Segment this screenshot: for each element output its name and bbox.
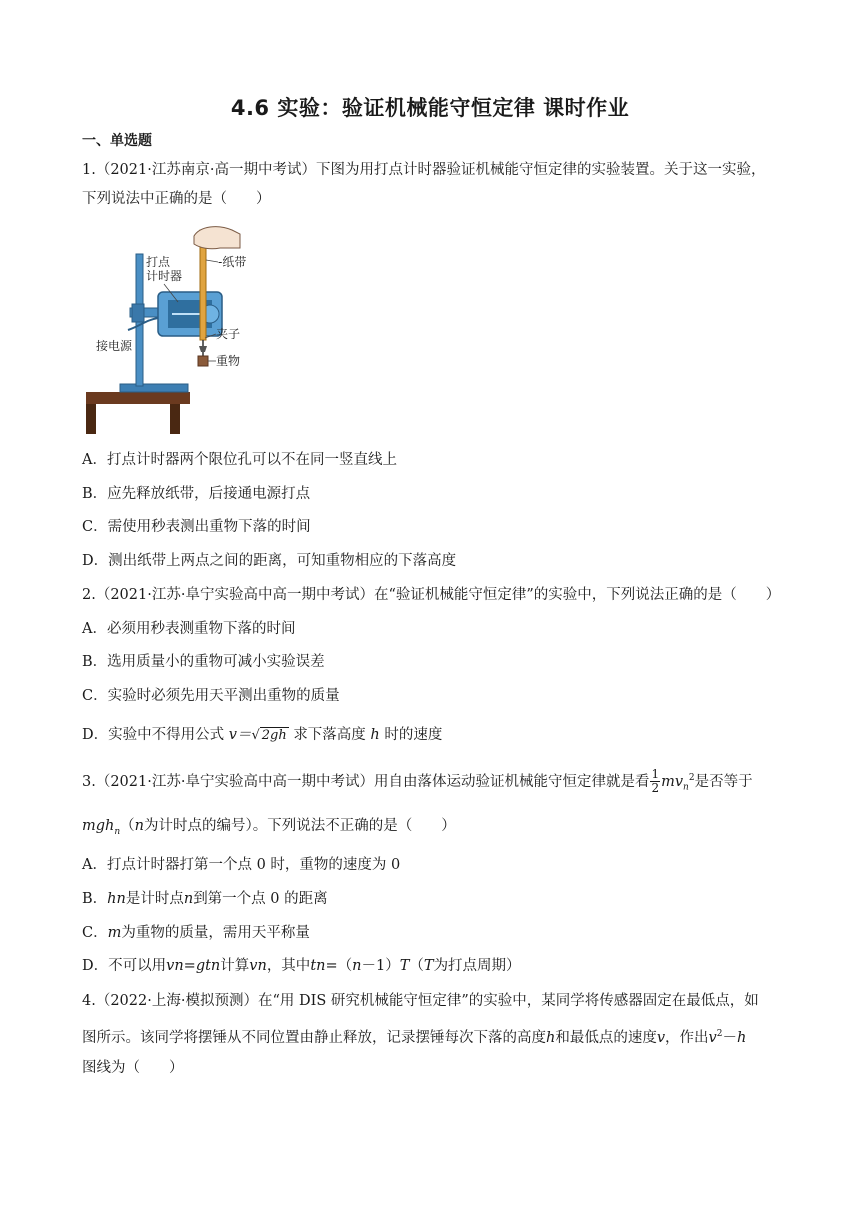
q2-d-prefix: D．实验中不得用公式 bbox=[82, 727, 225, 743]
q4-line2-h2: h bbox=[736, 1029, 747, 1046]
q1-option-a: A．打点计时器两个限位孔可以不在同一竖直线上 bbox=[82, 452, 397, 468]
q4-line2-sup: 2 bbox=[716, 1029, 723, 1039]
q3-d-minus: －1） bbox=[361, 958, 400, 974]
q3-line2-b: 为计时点的编号）。下列说法不正确的是（ ） bbox=[144, 818, 456, 834]
q4-line2-h: h bbox=[546, 1029, 556, 1046]
q3-d-eq: =（ bbox=[325, 958, 353, 974]
q2-d-suffix-a: 求下落高度 bbox=[293, 727, 366, 743]
q3-d-paren: （ bbox=[409, 958, 424, 974]
q2-option-d bbox=[82, 725, 442, 746]
fraction-numerator: 1 bbox=[651, 767, 660, 782]
sqrt-formula: √ 2gh bbox=[251, 728, 287, 743]
timer-label-line2: 计时器 bbox=[146, 269, 183, 283]
q2-option-c: C．实验时必须先用天平测出重物的质量 bbox=[82, 688, 340, 704]
q1-option-c: C．需使用秒表测出重物下落的时间 bbox=[82, 519, 311, 535]
q3-mgh-sub: n bbox=[114, 826, 121, 837]
q3-option-d bbox=[82, 956, 521, 976]
q4-line2-c: ，作出 bbox=[665, 1029, 709, 1046]
power-label: 接电源 bbox=[96, 339, 133, 353]
page-title: 4.6 实验：验证机械能守恒定律 课时作业 bbox=[230, 96, 630, 120]
q3-option-c bbox=[82, 923, 310, 943]
q2-d-suffix-b: 时的速度 bbox=[384, 727, 443, 743]
q3-d-vn: vn bbox=[249, 958, 267, 974]
weight-label: 重物 bbox=[216, 354, 241, 368]
q1-option-b: B．应先释放纸带，后接通电源打点 bbox=[82, 486, 311, 502]
q3-line2-a: （ bbox=[120, 818, 135, 834]
q4-line2-a: 图所示。该同学将摆锤从不同位置由静止释放，记录摆锤每次下落的高度 bbox=[82, 1029, 546, 1046]
table-leg-left bbox=[86, 404, 96, 434]
sqrt-radicand: 2gh bbox=[261, 728, 287, 743]
q1-stem-line1: 1.（2021·江苏南京·高一期中考试）下图为用打点计时器验证机械能守恒定律的实验装置。关于这一实验， bbox=[82, 162, 766, 178]
q3-c-post: 为重物的质量，需用天平称量 bbox=[121, 925, 310, 941]
hand-drawing bbox=[194, 227, 240, 249]
q3-c-var: m bbox=[107, 925, 122, 941]
table-top bbox=[86, 392, 190, 404]
q4-stem-line1: 4.（2022·上海·模拟预测）在“用 DIS 研究机械能守恒定律”的实验中，某同学将传感器固定在最低点，如 bbox=[82, 993, 759, 1009]
apparatus-figure bbox=[82, 222, 262, 434]
q3-mgh: mgh bbox=[82, 818, 115, 834]
q3-stem-line1 bbox=[82, 768, 753, 798]
apparatus-diagram bbox=[82, 222, 262, 434]
q3-d-pre: D．不可以用 bbox=[82, 958, 167, 974]
q3-b-pre: B． bbox=[82, 891, 108, 907]
q3-mv-sup: 2 bbox=[688, 773, 695, 783]
stand-base bbox=[120, 384, 188, 392]
table-leg-right bbox=[170, 404, 180, 434]
q3-b-post: 是计时点 bbox=[125, 891, 184, 907]
q4-stem-line2 bbox=[82, 1024, 746, 1048]
q3-c-pre: C． bbox=[82, 925, 108, 941]
q2-stem: 2.（2021·江苏·阜宁实验高中高一期中考试）在“验证机械能守恒定律”的实验中，下列说法正确的是（ ） bbox=[82, 587, 781, 603]
q3-b-var: hn bbox=[107, 891, 126, 907]
q3-b-end: 到第一个点 0 的距离 bbox=[193, 891, 328, 907]
q4-line2-b: 和最低点的速度 bbox=[555, 1029, 657, 1046]
clip-icon bbox=[199, 346, 207, 352]
section-heading: 一、单选题 bbox=[82, 133, 152, 149]
q3-stem-suffix: 是否等于 bbox=[694, 773, 753, 790]
q4-stem-line3: 图线为（ ） bbox=[82, 1060, 184, 1076]
q3-d-f1: vn=gtn bbox=[166, 958, 221, 974]
q2-option-b: B．选用质量小的重物可减小实验误差 bbox=[82, 654, 325, 670]
q3-stem-prefix: 3.（2021·江苏·阜宁实验高中高一期中考试）用自由落体运动验证机械能守恒定律就是看 bbox=[82, 773, 650, 790]
fraction-denominator: 2 bbox=[651, 781, 660, 796]
q3-option-a: A．打点计时器打第一个点 0 时，重物的速度为 0 bbox=[82, 857, 401, 873]
q3-d-T2: T bbox=[423, 958, 434, 974]
q3-option-b bbox=[82, 889, 328, 909]
q3-d-end: 为打点周期） bbox=[433, 958, 521, 974]
q1-option-d: D．测出纸带上两点之间的距离，可知重物相应的下落高度 bbox=[82, 553, 457, 569]
q2-option-a: A．必须用秒表测重物下落的时间 bbox=[82, 621, 296, 637]
q3-d-mid: 计算 bbox=[220, 958, 250, 974]
q3-line2-n: n bbox=[134, 818, 145, 834]
tape-leader bbox=[206, 260, 218, 262]
clamp-block bbox=[132, 304, 144, 322]
q3-mv: mv bbox=[661, 773, 684, 790]
q1-stem-line2: 下列说法中正确的是（ ） bbox=[82, 191, 271, 207]
q3-d-mid2: ，其中 bbox=[266, 958, 311, 974]
q4-line2-v2: v bbox=[708, 1029, 717, 1046]
q3-d-tn: tn bbox=[310, 958, 326, 974]
clip-label: 夹子 bbox=[216, 327, 241, 341]
weight-block bbox=[198, 356, 208, 366]
q4-line2-d: － bbox=[722, 1029, 737, 1046]
q3-d-T: T bbox=[399, 958, 410, 974]
tape-label: -纸带 bbox=[218, 255, 247, 269]
q3-d-n: n bbox=[352, 958, 362, 974]
q3-stem-line2 bbox=[82, 816, 456, 842]
timer-label-line1: 打点 bbox=[146, 255, 171, 269]
fraction-half bbox=[650, 768, 660, 795]
q2-d-formula-lhs: v＝ bbox=[228, 727, 252, 743]
q3-mv-sub: n bbox=[683, 782, 689, 793]
q3-b-n: n bbox=[183, 891, 194, 907]
q2-d-var-h: h bbox=[370, 727, 380, 743]
q4-line2-v: v bbox=[656, 1029, 666, 1046]
